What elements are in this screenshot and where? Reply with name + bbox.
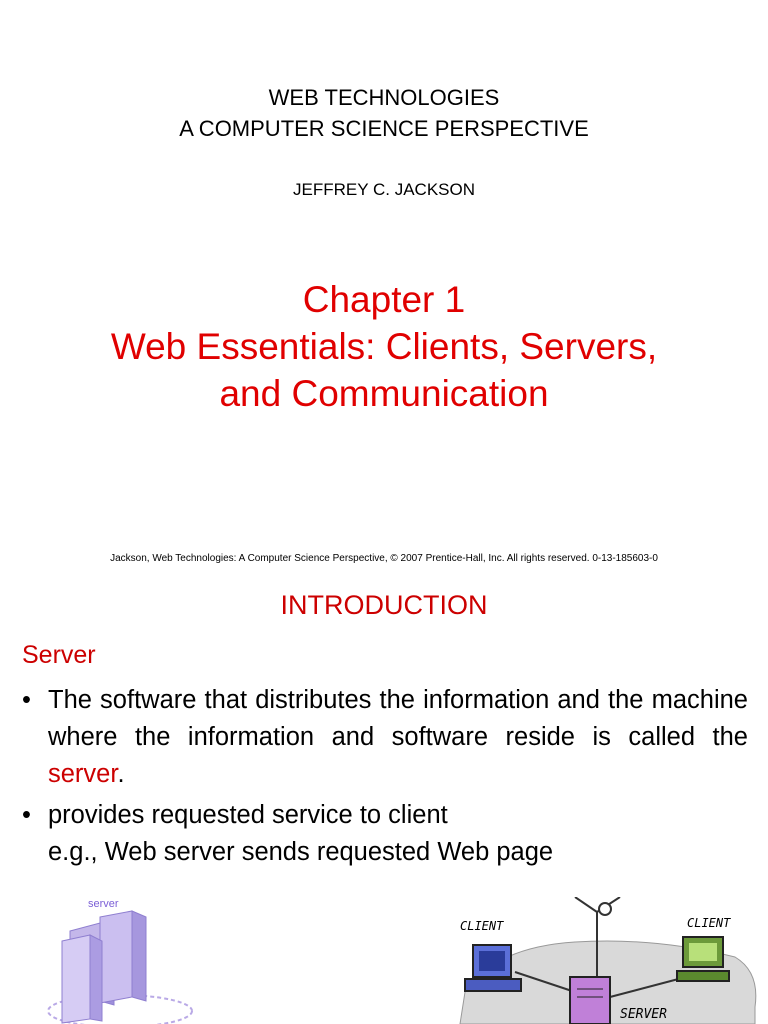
- client-computer-icon: [677, 937, 729, 981]
- server-highlight: server: [48, 760, 118, 788]
- book-title-line1: WEB TECHNOLOGIES: [268, 85, 500, 110]
- example-text: e.g., Web server sends requested Web page: [48, 838, 554, 866]
- chapter-title: [0, 276, 768, 417]
- bullet-dot: •: [22, 686, 31, 714]
- bullet-item: [22, 797, 748, 834]
- bullet-end: .: [117, 760, 125, 788]
- chapter-number: Chapter 1: [302, 279, 466, 320]
- server-computer-icon: [570, 977, 610, 1024]
- client-label-left: CLIENT: [460, 919, 504, 933]
- server-tower-icon: [62, 911, 146, 1023]
- server-caption: server: [88, 898, 119, 910]
- server-illustration: [40, 893, 200, 1024]
- bullet-item: [22, 682, 748, 793]
- section-subheading: Server: [22, 641, 96, 669]
- copyright-footer: Jackson, Web Technologies: A Computer Science Perspective, © 2007 Prentice-Hall, Inc. All rights reserved. 0-13-185603-0: [110, 553, 658, 564]
- book-title-line2: A COMPUTER SCIENCE PERSPECTIVE: [179, 116, 589, 141]
- bullet-dot: •: [22, 801, 31, 829]
- chapter-title-line2: Web Essentials: Clients, Servers,: [110, 326, 658, 367]
- author-name: JEFFREY C. JACKSON: [293, 180, 475, 199]
- section-heading: INTRODUCTION: [280, 590, 488, 620]
- antenna-icon: [599, 903, 611, 915]
- bullet-text: provides requested service to client: [48, 801, 448, 829]
- book-title: [0, 82, 768, 144]
- bullet-list: [22, 682, 748, 871]
- chapter-title-line3: and Communication: [219, 373, 549, 414]
- server-label: SERVER: [620, 1007, 667, 1022]
- bullet-text: The software that distributes the information and the machine where the information and software reside is called the: [48, 686, 748, 751]
- client-server-illustration: [455, 897, 768, 1024]
- client-label-right: CLIENT: [687, 916, 731, 930]
